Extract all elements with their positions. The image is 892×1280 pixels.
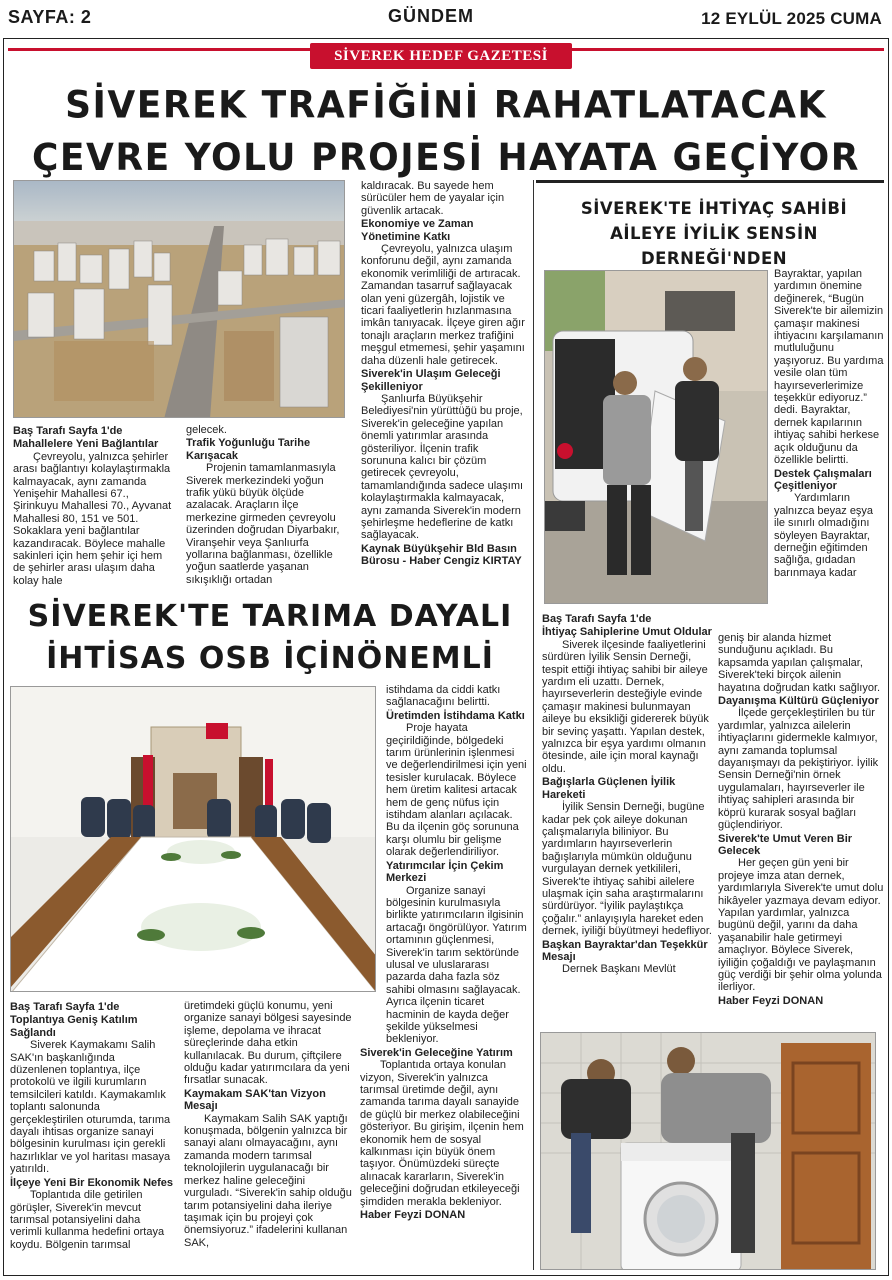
- side-headline-line1: SİVEREK'TE İHTİYAÇ SAHİBİ: [580, 199, 848, 218]
- article3-paragraph-5: Organize sanayi bölgesinin kurulmasıyla birlikte yatırımcıların ilgisinin artacağı öngörülüyor. Yatırım ortamının güçlenmesi, Siverek'in tarım sektöründe ulusal ve uluslararası pazarda daha fazla söz sahibi olmasını sağlayacak. Ayrıca ilçenin ticaret hacminin de kayda değer şekilde yükselmesi bekleniyor.: [386, 884, 527, 1046]
- article2-left-col: [542, 612, 712, 1030]
- article1-paragraph-3: Çevreyolu, yalnızca ulaşım konforunu değil, aynı zamanda ekonomik verimliliği de artıracak. Zamandan tasarruf sağlayacak olan yeni güzergâh, lojistik ve ticari faaliyetlerin hızlanmasına imkân tanıyacak. İlçeye giren ağır tonajlı araçların merkez trafiğini meşgul etmemesi, şehir yaşamını daha düzenli hale getirecek.: [361, 243, 525, 367]
- main-headline: [8, 80, 884, 185]
- article2-source: Haber Feyzi DONAN: [718, 994, 824, 1007]
- article1-paragraph-3a: kaldıracak. Bu sayede hem sürücüler hem de yayalar için güvenlik artacak.: [361, 180, 505, 217]
- main-headline-line2: ÇEVRE YOLU PROJESİ HAYATA GEÇİYOR: [31, 136, 861, 180]
- article3-paragraph-3: Kaymakam Salih SAK yaptığı konuşmada, bölgenin yalnızca bir sanayi alanı olmayacağını, aynı zamanda modern tarımsal teknolojilerin uygulanacağı bir merkez haline geleceğini vurguladı. “Siverek'in sahip olduğu tarım potansiyelini daha ileriye taşımak için bu projeyi çok önemsiyoruz.” ifadelerini kullanan SAK,: [184, 1112, 352, 1249]
- article3-subhead-3: Üretimden İstihdama Katkı: [386, 709, 525, 722]
- article2-subhead-w2: Siverek'te Umut Veren Bir Gelecek: [718, 832, 853, 857]
- article2-subhead-r1: Destek Çalışmaları Çeşitleniyor: [774, 467, 872, 492]
- article2-paragraph-l2: Dernek Başkanı Mevlüt: [562, 963, 676, 976]
- article3-paragraph-4a: istihdama da ciddi katkı sağlanacağını belirtti.: [386, 684, 501, 709]
- article3-paragraph-0: Siverek Kaymakamı Salih SAK'ın başkanlığında düzenlenen toplantıya, ilçe protokolü ve ilgili kurumların temsilcileri katıldı. Kaymakamlık toplantı salonunda gerçekleştirilen oturumda, tarıma dayalı ihtisas organize sanayi bölgesinin kurulması için gerekli hazırlıklar ve yol haritası masaya yatırıldı.: [10, 1039, 171, 1176]
- article1-col2: [186, 424, 348, 590]
- article1-paragraph-4: Şanlıurfa Büyükşehir Belediyesi'nin yürüttüğü bu proje, Siverek'in geleceğine yapılan önemli yatırımlar arasında gösteriliyor. İlçenin trafik sorununa kalıcı bir çözüm getirecek çevreyolu, tamamlandığında sadece ulaşımı kolaylaştırmakla kalmayacak, aynı zamanda Siverek'in modern şehirleşme hedeflerine de katkı sağlayacak.: [361, 392, 524, 542]
- article2-subhead-l2: Başkan Bayraktar'dan Teşekkür Mesajı: [542, 938, 708, 963]
- article2-paragraph-w0: geniş bir alanda hizmet sunduğunu açıkladı. Bu kapsamda yapılan çalışmalar, Siverek'teki birçok ailenin hayatına doğrudan katkı sağlıyor.: [718, 632, 881, 694]
- article1-subhead-4: Siverek'in Ulaşım Geleceği Şekilleniyor: [361, 368, 501, 393]
- article1-paragraph-2a: gelecek.: [186, 424, 227, 436]
- article3-subhead-4: Yatırımcılar İçin Çekim Merkezi: [386, 859, 504, 885]
- article2-paragraph-w2: Her geçen gün yeni bir projeye imza atan dernek, yardımlarıyla Siverek'te umut dolu hikâyeler yazmaya devam ediyor. Yapılan yardımlar, yalnızca bugünü değil, yarını da daha yaşanabilir hale getirmeyi amaçlıyor. Böylece Siverek, iyiliğin çoğaldığı ve paylaşmanın güç verdiği bir şehir olma yolunda ilerliyor.: [718, 857, 884, 994]
- article1-source: Kaynak Büyükşehir Bld Basın Bürosu - Haber Cengiz KIRTAY: [361, 542, 522, 568]
- page-header: [0, 0, 892, 36]
- section-name: GÜNDEM: [388, 6, 474, 26]
- article1-paragraph-1: Çevreyolu, yalnızca şehirler arası bağlantıyı kolaylaştırmakla kalmayacak, aynı zamanda Yenişehir Mahallesi 67., Şirinkuyu Mahallesi 70., Ayvanat Mahallesi 80, 151 ve 501. Sokaklara yeni bağlantılar kazandıracak. Böylece mahalle sakinleri için hem şehir içi hem de şehirler arası ulaşım daha kolay hale: [13, 450, 172, 587]
- meeting-room-photo: [10, 686, 376, 992]
- article3-paragraph-6: Toplantıda ortaya konulan vizyon, Siverek'in yalnızca tarımsal üretimde değil, aynı zamanda tarıma dayalı sanayide de güçlü bir merkez olabileceğini gösteriyor. Bu girişim, ilçenin hem ekonomik hem de sosyal kalkınması için büyük önem taşıyor. Önümüzdeki süreçte alınacak kararların, Siverek'in geleceğini doğrudan etkileyeceği şimdiden merakla bekleniyor.: [360, 1059, 524, 1208]
- aerial-city-road-photo: [13, 180, 345, 418]
- article3-subhead-2: Kaymakam SAK'tan Vizyon Mesajı: [184, 1087, 326, 1113]
- masthead: SİVEREK HEDEF GAZETESİ: [310, 43, 572, 69]
- article3-col2: [184, 1000, 352, 1270]
- issue-date: 12 EYLÜL 2025 CUMA: [701, 9, 882, 28]
- article2-paragraph-r2: Yardımların yalnızca beyaz eşya ile sınırlı olmadığını söyleyen Bayraktar, derneğin eğitimden sağlığa, gıdadan barınmaya kadar: [774, 492, 874, 579]
- washing-machine-delivery-photo: [544, 270, 768, 604]
- article1-lead: Baş Tarafı Sayfa 1'de: [13, 425, 123, 437]
- article2-paragraph-l0: Siverek ilçesinde faaliyetlerini sürdüren İyilik Sensin Derneği, tespit ettiği ihtiyaç sahibi bir aileye yardım eli uzattı. Dernek, hayırseverlerin desteğiyle evinde çamaşır makinesi bulunmayan aileye bu eksikliği gidererek büyük bir sevinç yaşattı. Yapılan destek, yalnızca bir eşya yardımı olmanın ötesinde, aile için moral kaynağı oldu.: [542, 638, 709, 775]
- side-article-rule: [536, 180, 884, 183]
- article3-lead: Baş Tarafı Sayfa 1'de: [10, 1001, 120, 1013]
- washing-machine-installation-photo: [540, 1032, 876, 1270]
- article2-subhead-w1: Dayanışma Kültürü Güçleniyor: [718, 695, 879, 708]
- article2-subhead-l0: İhtiyaç Sahiplerine Umut Oldular: [542, 626, 712, 639]
- column-divider: [533, 180, 534, 1270]
- article2-subhead-l1: Bağışlarla Güçlenen İyilik Hareketi: [542, 776, 676, 801]
- side-headline-line2: AİLEYE İYİLİK SENSİN DERNEĞİ'NDEN: [610, 224, 818, 268]
- article2-paragraph-w1: İlçede gerçekleştirilen bu tür yardımlar, yalnızca ailelerin ihtiyaçlarını gidermekle kalmıyor, aynı zamanda toplumsal dayanışmayı da pekiştiriyor. İyilik Sensin Derneği'nin örnek uygulamaları, hayırseverler ile ihtiyaç sahipleri arasında bir köprü kurarak sosyal bağları güçlendiriyor.: [718, 707, 879, 832]
- article2-paragraph-r1: Bayraktar, yapılan yardımın önemine değinerek, “Bugün Siverek'te bir ailemizin çamaşır makinesi ihtiyacını karşılamanın mutluluğunu yaşıyoruz. Bu yardıma vesile olan tüm hayırseverlerimize teşekkür ediyoruz.” dedi. Bayraktar, dernek kapılarının ihtiyaç sahibi herkese açık olduğunu da özellikle belirtti.: [774, 268, 884, 467]
- article3-paragraph-1: Toplantıda dile getirilen görüşler, Siverek'in mevcut tarımsal potansiyelini daha verimli kullanma hedefini ortaya koydu. Bölgenin tarımsal: [10, 1189, 165, 1251]
- article3-subhead-0: Toplantıya Geniş Katılım Sağlandı: [10, 1014, 138, 1039]
- article1-col1: [13, 424, 173, 590]
- article2-right-col: [774, 268, 884, 630]
- article3-subhead-5: Siverek'in Geleceğine Yatırım: [360, 1046, 513, 1059]
- article3-paragraph-2: üretimdeki güçlü konumu, yeni organize sanayi bölgesi sayesinde işleme, depolama ve ihracat süreçlerinde daha etkin kullanılacak. Bu durum, çiftçilere olduğu kadar yatırımcılara da yeni fırsatlar sunacak.: [184, 1000, 352, 1087]
- article2-paragraph-l1: İyilik Sensin Derneği, bugüne kadar pek çok aileye dokunan çalışmalarıyla biliniyor. Bu yardımların hayırseverlerin bağışlarıyla mümkün olduğunu vurgulayan dernek yetkilileri, Siverek'te ihtiyaç sahibi ailelere ulaşmak için saha araştırmalarını sürdürüyor. “İyilik paylaştıkça çoğalır.” anlayışıyla hareket eden dernek, iyiliği büyütmeyi hedefliyor.: [542, 801, 712, 938]
- article3-col1: [10, 1000, 174, 1270]
- article1-subhead-1: Mahallelere Yeni Bağlantılar: [13, 438, 159, 451]
- article1-subhead-2: Trafik Yoğunluğu Tarihe Karışacak: [186, 437, 311, 462]
- article1-subhead-3: Ekonomiye ve Zaman Yönetimine Katkı: [361, 218, 474, 243]
- article3-col3: [360, 684, 528, 1270]
- page-number: SAYFA: 2: [8, 7, 92, 27]
- second-headline-line1: SİVEREK'TE TARIMA DAYALI: [27, 599, 513, 634]
- article1-col3: [361, 180, 527, 584]
- main-headline-line1: SİVEREK TRAFİĞİNİ RAHATLATACAK: [65, 83, 827, 127]
- article3-source: Haber Feyzi DONAN: [360, 1209, 466, 1222]
- article2-lead: Baş Tarafı Sayfa 1'de: [542, 613, 652, 625]
- article2-wide-col: [718, 632, 884, 1024]
- second-headline-line2: İHTİSAS OSB İÇİNÖNEMLİ: [46, 641, 494, 676]
- article1-paragraph-2: Projenin tamamlanmasıyla Siverek merkezindeki yoğun trafik yükü büyük ölçüde azalacak. Araçların ilçe merkezine girmeden çevreyolu üzerinden doğrudan Diyarbakır, Viranşehir veya Şanlıurfa yollarına bağlanması, özellikle yoğun saatlerde yaşanan sıkışıklığı ortadan: [186, 462, 340, 586]
- article3-paragraph-4: Proje hayata geçirildiğinde, bölgedeki tarım ürünlerinin işlenmesi ve değerlendirilmesi için yeni tesisler kurulacak. Böylece hem üretim kalitesi artacak hem de genç nüfus için istihdam alanları açılacak. Bu da ilçenin göç sorununa karşı olumlu bir gelişme olarak değerlendiriliyor.: [386, 722, 527, 859]
- article3-subhead-1: İlçeye Yeni Bir Ekonomik Nefes: [10, 1176, 174, 1189]
